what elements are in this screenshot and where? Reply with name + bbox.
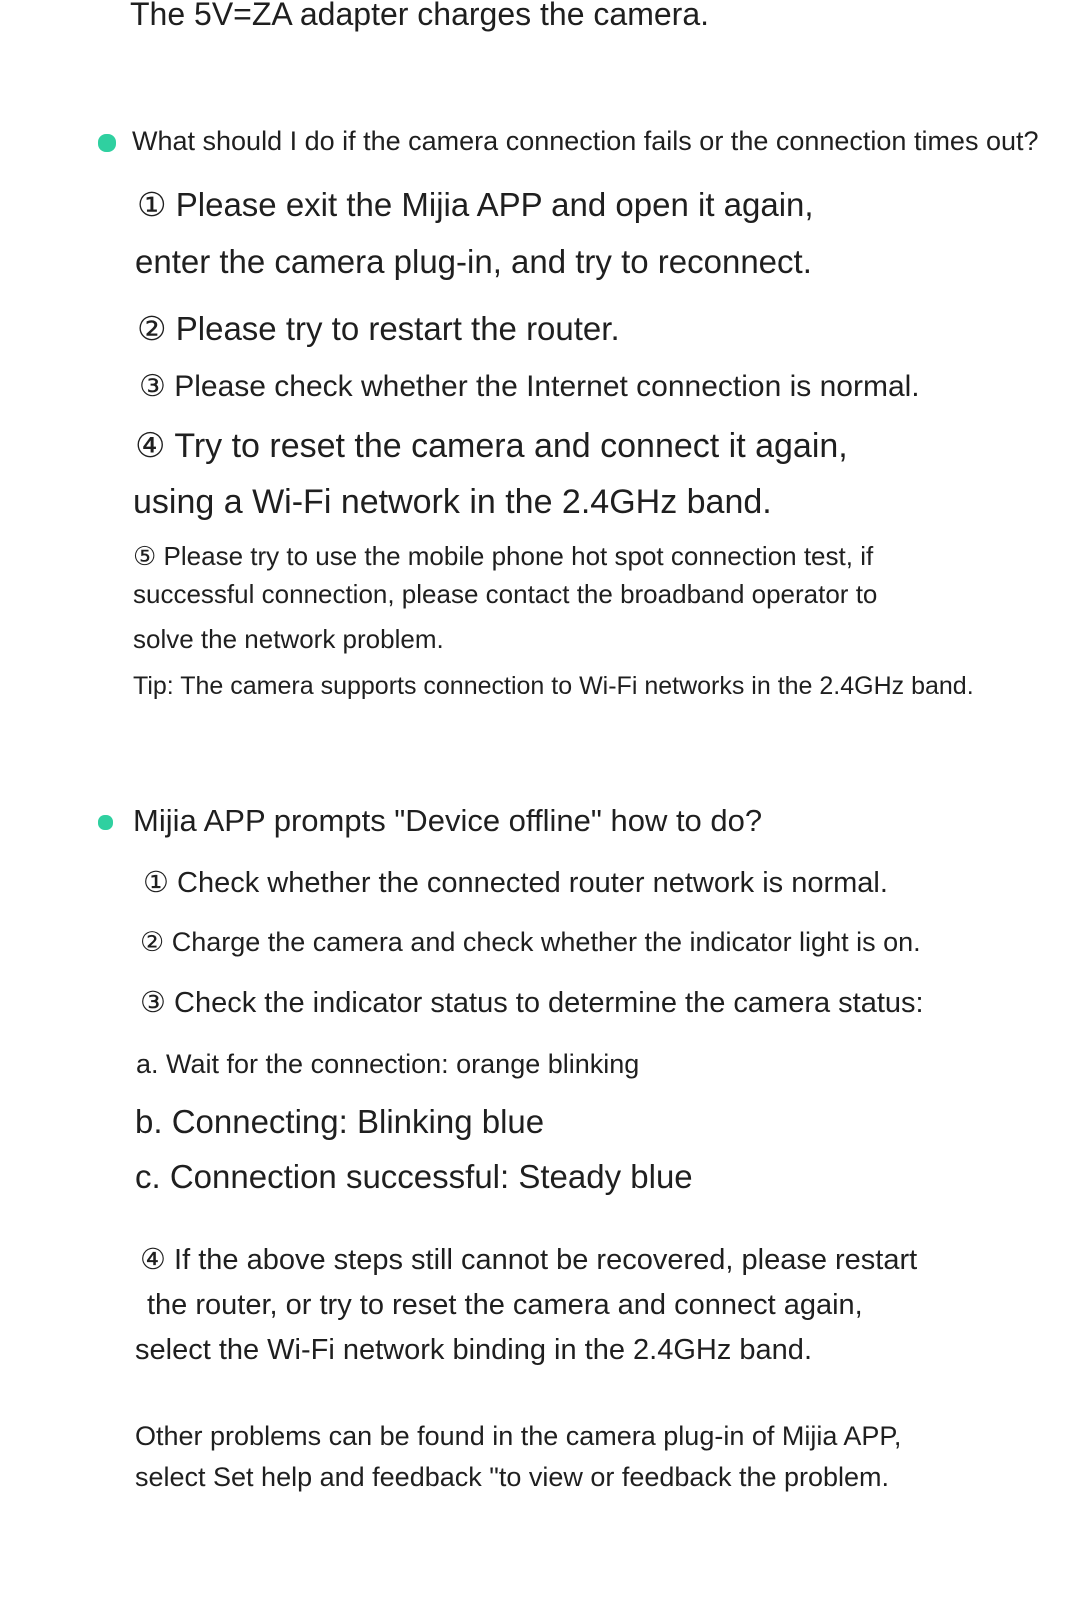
- faq1-step4-line1: ④ Try to reset the camera and connect it again,: [135, 427, 848, 465]
- faq2-step4-line3: select the Wi-Fi network binding in the 2.4GHz band.: [135, 1334, 812, 1366]
- faq1-question: What should I do if the camera connection fails or the connection times out?: [132, 126, 1039, 156]
- faq1-tip: Tip: The camera supports connection to Wi-Fi networks in the 2.4GHz band.: [133, 672, 974, 700]
- faq2-status-a: a. Wait for the connection: orange blinking: [136, 1049, 640, 1079]
- faq1-step5-line3: solve the network problem.: [133, 624, 444, 654]
- faq1-step3: ③ Please check whether the Internet connection is normal.: [139, 370, 920, 403]
- faq2-status-b: b. Connecting: Blinking blue: [135, 1103, 545, 1140]
- faq1-step1-line2: enter the camera plug-in, and try to reconnect.: [135, 243, 812, 280]
- faq2-step4-line1: ④ If the above steps still cannot be recovered, please restart: [140, 1244, 918, 1276]
- faq2-step4-line2: the router, or try to reset the camera and connect again,: [147, 1289, 863, 1321]
- faq2-step2: ② Charge the camera and check whether the indicator light is on.: [140, 927, 921, 957]
- faq2-status-c: c. Connection successful: Steady blue: [135, 1158, 693, 1195]
- intro-text: The 5V=ZA adapter charges the camera.: [130, 0, 709, 32]
- faq1-step5-line1: ⑤ Please try to use the mobile phone hot spot connection test, if: [133, 541, 874, 571]
- faq2-step3: ③ Check the indicator status to determine the camera status:: [140, 987, 924, 1019]
- faq2-footer-line2: select Set help and feedback "to view or feedback the problem.: [135, 1462, 890, 1492]
- faq1-step5-line2: successful connection, please contact the broadband operator to: [133, 579, 878, 609]
- bullet-dot-icon: [98, 134, 116, 152]
- faq1-step1-line1: ① Please exit the Mijia APP and open it again,: [137, 186, 814, 223]
- faq2-step1: ① Check whether the connected router network is normal.: [143, 867, 888, 899]
- faq1-step2: ② Please try to restart the router.: [137, 310, 620, 347]
- bullet-dot-icon: [98, 815, 113, 830]
- faq2-footer-line1: Other problems can be found in the camera plug-in of Mijia APP,: [135, 1421, 902, 1451]
- faq2-question: Mijia APP prompts "Device offline" how to do?: [133, 803, 763, 838]
- faq1-step4-line2: using a Wi-Fi network in the 2.4GHz band.: [133, 483, 772, 521]
